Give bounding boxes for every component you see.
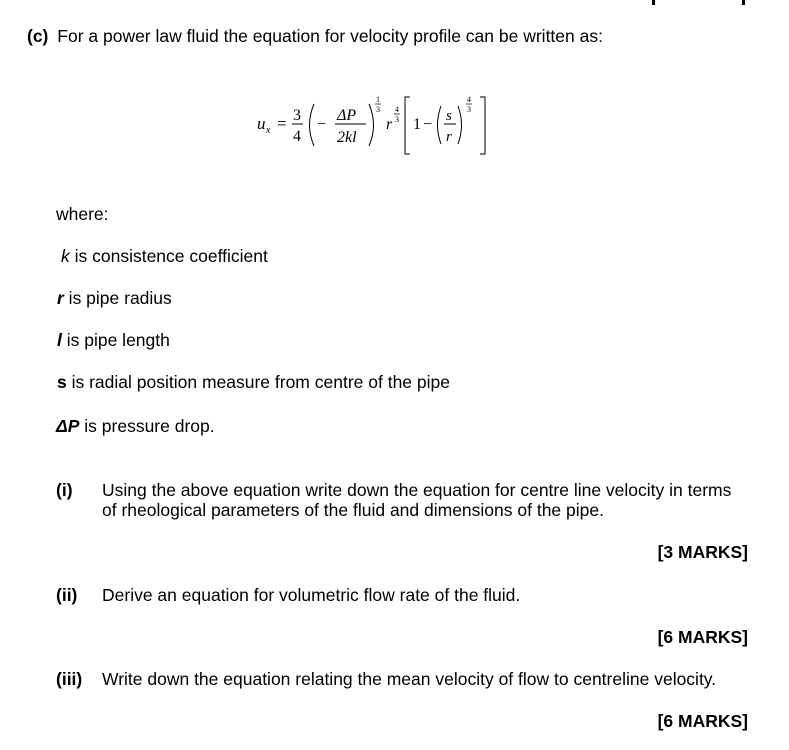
top-edge-bracket-left [652, 0, 655, 5]
eq-bracket-left [405, 97, 410, 154]
where-label: where: [56, 204, 109, 224]
eq-frac-den: 2kl [337, 129, 357, 146]
definition-delta-p [56, 416, 215, 437]
question-text: For a power law fluid the equation for velocity profile can be written as: [57, 26, 603, 46]
definition-text: is consistence coefficient [69, 246, 268, 266]
eq-minus2: − [423, 116, 433, 133]
part-ii-marks: [6 MARKS] [657, 627, 748, 647]
definition-symbol: l [57, 330, 62, 350]
part-i-marks: [3 MARKS] [657, 542, 748, 562]
definition-text: is pipe length [61, 330, 170, 350]
eq-inner-den: r [446, 129, 452, 145]
eq-r-exp-num: 4 [395, 105, 399, 114]
definition-l [57, 330, 170, 351]
definition-k [61, 246, 268, 267]
definition-symbol: k [61, 246, 70, 266]
definition-symbol: s [57, 372, 67, 392]
eq-exp-num: 1 [376, 95, 380, 104]
part-i-line2: of rheological parameters of the fluid and dimensions of the pipe. [102, 500, 604, 520]
eq-paren-left [310, 104, 315, 146]
eq-frac-num: ΔP [337, 107, 357, 124]
eq-coef-num: 3 [293, 107, 301, 124]
definition-text: is radial position measure from centre of the pipe [66, 372, 450, 392]
definition-symbol: ΔP [56, 416, 80, 436]
eq-coef-den: 4 [293, 128, 301, 145]
definition-s [57, 372, 450, 393]
eq-one: 1 [413, 116, 421, 133]
part-ii-line1: Derive an equation for volumetric flow rate of the fluid. [102, 585, 521, 605]
part-ii-label: (ii) [56, 585, 78, 605]
part-iii-line1: Write down the equation relating the mean velocity of flow to centreline velocity. [102, 669, 717, 689]
question-label: (c) [27, 26, 49, 46]
part-i-label: (i) [56, 480, 73, 500]
top-edge-bracket-right [742, 0, 745, 5]
question-header [27, 26, 603, 47]
eq-inner-exp-num: 4 [467, 95, 471, 104]
eq-equals: = [277, 114, 287, 133]
eq-exp-den: 3 [376, 105, 380, 114]
definition-text: is pressure drop. [79, 416, 215, 436]
eq-inner-paren-left [438, 106, 442, 144]
eq-paren-right [369, 104, 374, 146]
eq-lhs: u [257, 114, 266, 133]
definition-r [57, 288, 172, 309]
eq-minus: − [317, 116, 327, 133]
eq-lhs-sub: x [266, 125, 271, 136]
velocity-profile-equation [255, 92, 495, 162]
eq-r-exp-den: 3 [395, 115, 399, 124]
eq-inner-num: s [446, 108, 452, 124]
part-iii-marks: [6 MARKS] [657, 711, 748, 731]
definition-symbol: r [57, 288, 64, 308]
part-i-line1: Using the above equation write down the equation for centre line velocity in terms [102, 480, 732, 500]
eq-r: r [386, 116, 393, 133]
part-iii-label: (iii) [56, 669, 83, 689]
eq-inner-exp-den: 3 [467, 105, 471, 114]
eq-bracket-right [480, 97, 485, 154]
eq-inner-paren-right [458, 106, 462, 144]
definition-text: is pipe radius [63, 288, 172, 308]
